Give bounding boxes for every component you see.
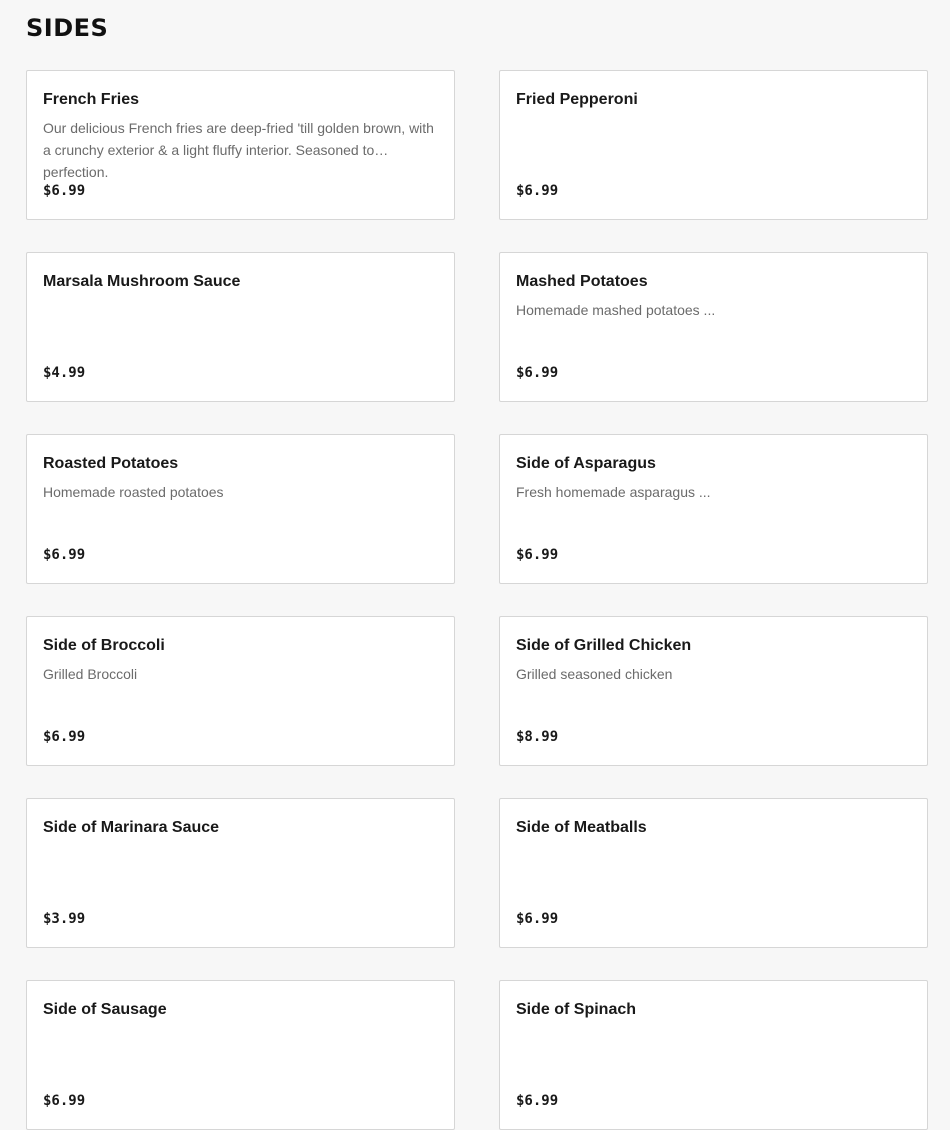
item-description: Homemade mashed potatoes ... xyxy=(516,302,716,318)
item-description: Grilled Broccoli xyxy=(43,666,138,682)
item-price: $4.99 xyxy=(43,365,86,381)
menu-item-card[interactable] xyxy=(26,798,455,948)
item-description: Our delicious French fries are deep-fried 'till golden brown, with a crunchy exterior & a light fluffy interior. Seasoned to perfection. xyxy=(43,120,434,180)
item-name: Side of Spinach xyxy=(516,1001,637,1018)
item-price: $6.99 xyxy=(516,1093,559,1109)
menu-item-card[interactable] xyxy=(26,980,455,1130)
menu-item-card[interactable] xyxy=(26,434,455,584)
item-description: Homemade roasted potatoes xyxy=(43,484,224,500)
menu-item-card[interactable] xyxy=(26,252,455,402)
item-price: $6.99 xyxy=(516,365,559,381)
menu-item-card[interactable] xyxy=(26,70,455,220)
section-title: SIDES xyxy=(26,14,109,42)
item-price: $6.99 xyxy=(43,183,86,199)
item-name: Side of Marinara Sauce xyxy=(43,819,220,836)
item-name: Side of Sausage xyxy=(43,1001,167,1018)
menu-item-card[interactable] xyxy=(499,980,928,1130)
item-price: $6.99 xyxy=(43,547,86,563)
menu-item-card[interactable] xyxy=(499,798,928,948)
item-name: Side of Asparagus xyxy=(516,455,656,472)
item-name: Side of Grilled Chicken xyxy=(516,637,692,654)
item-name: French Fries xyxy=(43,91,140,108)
item-price: $6.99 xyxy=(516,911,559,927)
item-description: Fresh homemade asparagus ... xyxy=(516,484,711,500)
item-price: $6.99 xyxy=(516,547,559,563)
menu-item-card[interactable] xyxy=(499,616,928,766)
menu-item-card[interactable] xyxy=(499,252,928,402)
item-name: Roasted Potatoes xyxy=(43,455,179,472)
item-name: Side of Broccoli xyxy=(43,637,165,654)
item-description: Grilled seasoned chicken xyxy=(516,666,673,682)
item-name: Marsala Mushroom Sauce xyxy=(43,273,241,290)
menu-items-grid xyxy=(26,70,928,1130)
item-price: $8.99 xyxy=(516,729,559,745)
menu-item-card[interactable] xyxy=(499,70,928,220)
item-price: $6.99 xyxy=(43,729,86,745)
item-name: Fried Pepperoni xyxy=(516,91,638,108)
item-price: $6.99 xyxy=(516,183,559,199)
menu-item-card[interactable] xyxy=(26,616,455,766)
item-name: Side of Meatballs xyxy=(516,819,647,836)
item-name: Mashed Potatoes xyxy=(516,273,648,290)
item-price: $3.99 xyxy=(43,911,86,927)
item-price: $6.99 xyxy=(43,1093,86,1109)
menu-item-card[interactable] xyxy=(499,434,928,584)
